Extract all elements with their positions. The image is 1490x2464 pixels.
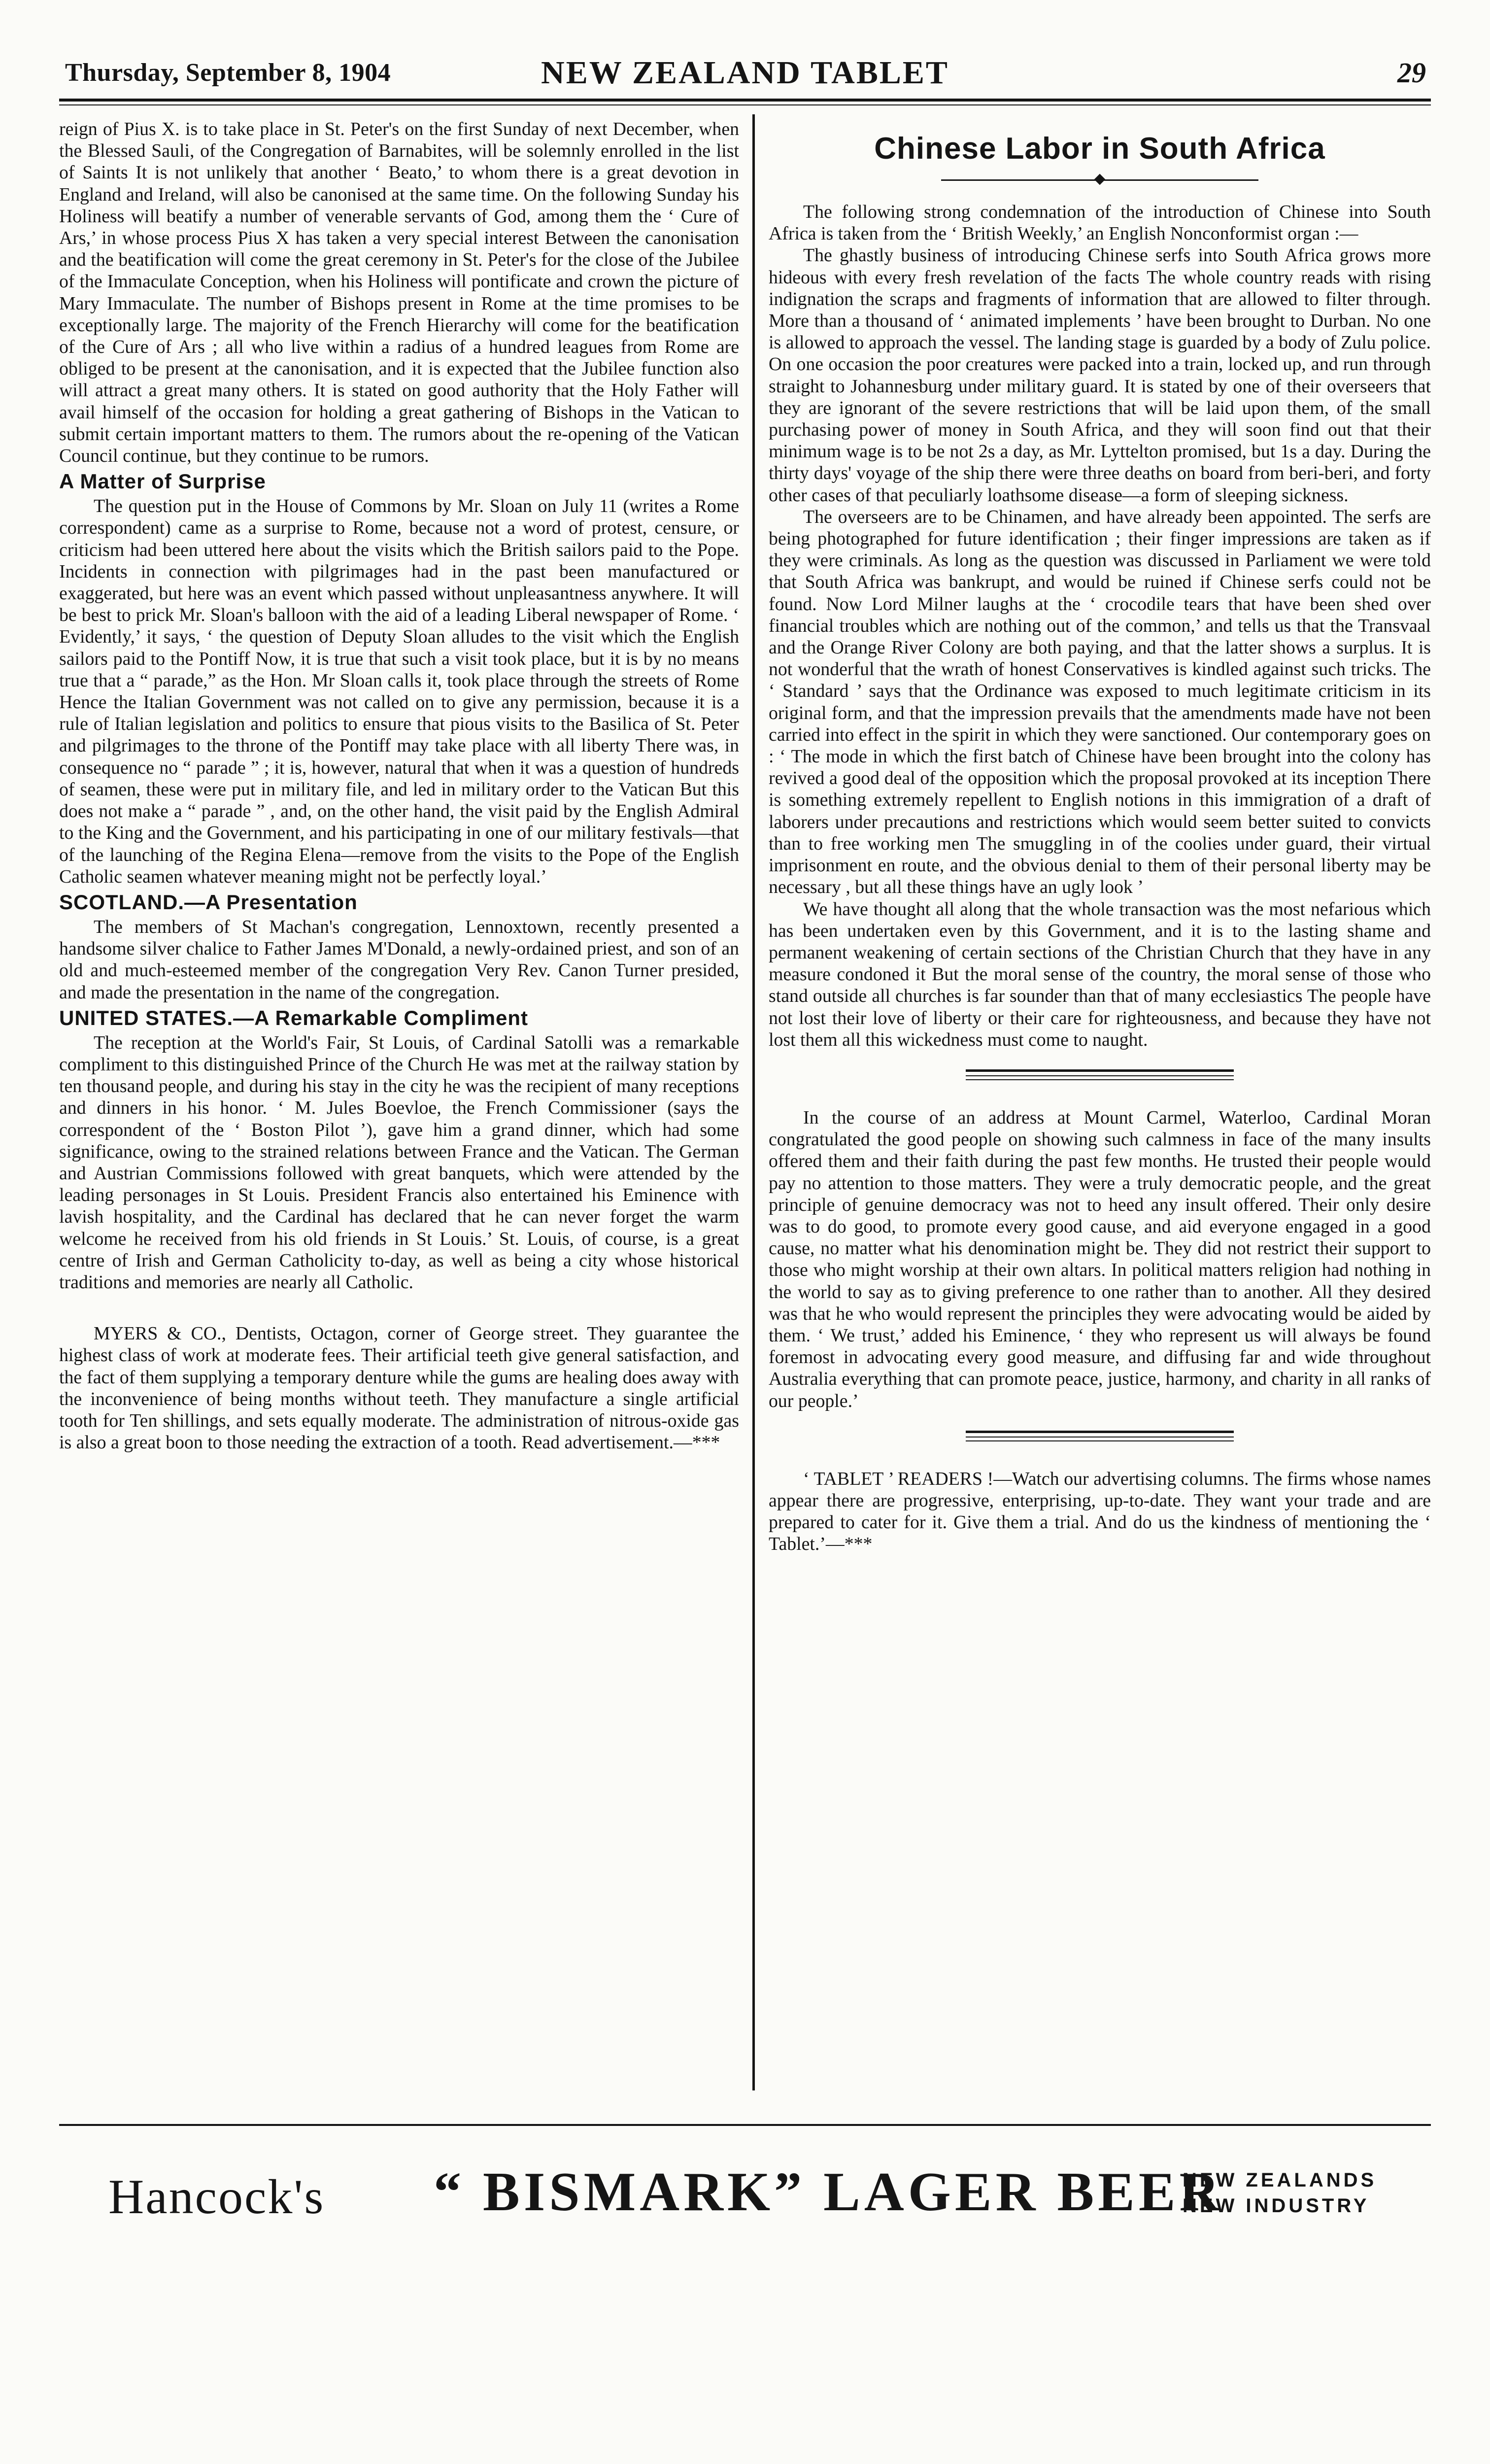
right-column [769, 118, 1431, 2089]
advert-tagline [1183, 2167, 1377, 2219]
advert-product: “ BISMARK” LAGER BEER [434, 2161, 1223, 2223]
column-divider [752, 114, 755, 2090]
footer-rule [59, 2124, 1431, 2126]
masthead [59, 53, 1431, 98]
article-title: Chinese Labor in South Africa [874, 132, 1325, 166]
section-text-matter-of-surprise: The question put in the House of Commons by Mr. Sloan on July 11 (writes a Rome correspondent) came as a surprise to Rome, because not a word of protest, censure, or criticism had been uttered here about the visits which the British sailors paid to the Pope. Incidents in connection with pilgrimages had in the past been manufactured or exaggerated, but here was an event which passed without unpleasantness anywhere. It will be best to prick Mr. Sloan's balloon with the aid of a leading Liberal newspaper of Rome. ‘ Evidently,’ it says, ‘ the question of Deputy Sloan alludes to the visit which the English sailors paid to the Pontiff Now, it is true that such a visit took place, but it is by no means true that a “ parade,” as the Hon. Mr Sloan calls it, took place through the streets of Rome Hence the Italian Government was not called on to give any permission, because it is a rule of Italian legislation and politics to ensure that pious visits to the Basilica of St. Peter and pilgrimages to the throne of the Pontiff may take place with all liberty There was, in consequence no “ parade ” ; it is, however, natural that when it was a question of hundreds of seamen, these were put in military file, and led in military order to the Vatican But this does not make a “ parade ” , and, on the other hand, the visit paid by the English Admiral to the King and the Government, and his participating in one of our military festivals—that of the launching of the Regina Elena—remove from the visits to the Pope of the English Catholic seamen whatever meaning might not be perfectly loyal.’ [59, 496, 739, 887]
pius-x-paragraph: reign of Pius X. is to take place in St. Peter's on the first Sunday of next December, when the Blessed Sauli, of the Congregation of Barnabites, will be solemnly enrolled in the list of Saints It is not unlikely that another ‘ Beato,’ to whom there is a great devotion in England and Ireland, will also be canonised at the same time. On the following Sunday his Holiness will beatify a number of venerable servants of God, among them the ‘ Cure of Ars,’ in whose process Pius X has taken a very special interest Between the canonisation and the beatification will come the great ceremony in St. Peter's for the close of the Jubilee of the Immaculate Conception, when his Holiness will pontificate and crown the picture of Mary Immaculate. The number of Bishops present in Rome at the time promises to be exceptionally large. The majority of the French Hierarchy will come for the beatification of the Cure of Ars ; all who live within a radius of a hundred leagues from Rome are obliged to be present at the canonisation, and it is expected that the Jubilee function also will attract a great many others. It is stated on good authority that the Holy Father will avail himself of the occasion for holding a great gathering of Bishops in the Vatican to submit certain important matters to them. The rumors about the re-opening of the Vatican Council continue, but they continue to be rumors. [59, 119, 739, 467]
diamond-icon [1094, 174, 1106, 185]
advert-tagline-line2: NEW INDUSTRY [1183, 2195, 1370, 2217]
section-separator-rule [769, 1069, 1431, 1080]
advert-maker: Hancock's [108, 2169, 325, 2224]
section-text-scotland: The members of St Machan's congregation, Lennoxtown, recently presented a handsome silver chalice to Father James M'Donald, a newly-ordained priest, and son of an old and much-esteemed member of the congregation Very Rev. Canon Turner presided, and made the presentation in the name of the congregation. [59, 916, 739, 1003]
left-column [59, 118, 739, 2089]
page-number: 29 [1397, 57, 1426, 89]
section-heading-matter-of-surprise: A Matter of Surprise [59, 470, 266, 493]
masthead-rule-thick [59, 99, 1431, 102]
column-gap [59, 1293, 739, 1323]
section-separator-rule [769, 1431, 1431, 1441]
newspaper-title: NEW ZEALAND TABLET [541, 55, 949, 91]
dentist-advert: MYERS & CO., Dentists, Octagon, corner of George street. They guarantee the highest class of work at moderate fees. Their artificial teeth give general satisfaction, and the fact of them supplying a temporary denture while the gums are healing does away with the inconvenience of being months without teeth. They manufacture a single artificial tooth for Ten shillings, and sets equally moderate. The administration of nitrous-oxide gas is also a great boon to those needing the extraction of a tooth. Read advertisement.—*** [59, 1323, 739, 1453]
title-ornament-rule [769, 171, 1431, 188]
section-text-united-states: The reception at the World's Fair, St Louis, of Cardinal Satolli was a remarkable compliment to this distinguished Prince of the Church He was met at the railway station by ten thousand people, and during his stay in the city he was the recipient of many receptions and dinners in his honor. ‘ M. Jules Boevloe, the French Commissioner (says the correspondent of the ‘ Boston Pilot ’), gave him a grand dinner, which had some significance, owing to the strained relations between France and the Vatican. The German and Austrian Commissions followed with great banquets, which were attended by the leading personages in St Louis. President Francis also entertained his Eminence with lavish hospitality, and the Cardinal has declared that he can never forget the warm welcome he received from his old friends in St Louis.’ St. Louis, of course, is a great centre of Irish and German Catholicity to-day, as well as being a city whose historical traditions and memories are nearly all Catholic. [59, 1032, 739, 1293]
advert-tagline-line1: NEW ZEALANDS [1183, 2169, 1377, 2191]
article-paragraph: The overseers are to be Chinamen, and have already been appointed. The serfs are being photographed for future identification ; their finger impressions are taken as if they were criminals. As long as the question was discussed in Parliament we were told that South Africa was bankrupt, and would be ruined if Chinese serfs could not be found. Now Lord Milner laughs at the ‘ crocodile tears that have been shed over financial troubles which are nothing out of the common,’ and tells us that the Transvaal and the Orange River Colony are both paying, and that the latter shows a surplus. It is not wonderful that the wrath of honest Conservatives is kindled against such tricks. The ‘ Standard ’ says that the Ordinance was exposed to much legitimate criticism in its original form, and that the impression prevails that the amendments made have not been carried into effect in the spirit in which they were sanctioned. Our contemporary goes on : ‘ The mode in which the first batch of Chinese have been brought into the colony has revived a good deal of the opposition which the proposal provoked at its inception There is something extremely repellent to English notions in this immigration of a draft of laborers under precautions and restrictions which would seem better suited to convicts than to free working men The smuggling in of the coolies under guard, their virtual imprisonment en route, and the obvious denial to them of their personal liberty may be necessary , but all these things have an ugly look ’ [769, 506, 1431, 898]
article-paragraph: The ghastly business of introducing Chinese serfs into South Africa grows more hideous with every fresh revelation of the facts The whole country reads with rising indignation the scraps and fragments of information that are allowed to filter through. More than a thousand of ‘ animated implements ’ have been brought to Durban. No one is allowed to approach the vessel. The landing stage is guarded by a body of Zulu police. On one occasion the poor creatures were packed into a train, locked up, and run through straight to Johannesburg under military guard. It is stated by one of their overseers that they are ignorant of the severe restrictions that will be laid upon them, of the small purchasing power of money in South Africa, and they will soon find out that their minimum wage is to be not 2s a day, as Mr. Lyttelton promised, but 1s a day. During the thirty days' voyage of the ship there were three deaths on board from beri-beri, and forty other cases of that peculiarly loathsome disease—a form of sleeping sickness. [769, 245, 1431, 506]
section-heading-united-states: UNITED STATES.—A Remarkable Compliment [59, 1006, 529, 1029]
article-paragraph: The following strong condemnation of the introduction of Chinese into South Africa is taken from the ‘ British Weekly,’ an English Nonconformist organ :— [769, 202, 1431, 244]
tablet-readers-notice: ‘ TABLET ’ READERS !—Watch our advertising columns. The firms whose names appear there are progressive, enterprising, up-to-date. They want your trade and are prepared to cater for it. Give them a trial. And do us the kindness of mentioning the ‘ Tablet.’—*** [769, 1468, 1431, 1555]
masthead-rule-thin [59, 104, 1431, 105]
issue-date: Thursday, September 8, 1904 [65, 59, 391, 87]
section-heading-scotland: SCOTLAND.—A Presentation [59, 890, 358, 914]
article-paragraph: We have thought all along that the whole transaction was the most nefarious which has been undertaken even by this Government, and it is to the lasting shame and permanent weakening of certain sections of the Christian Church that they have in any measure condoned it But the moral sense of the country, the moral sense of those who stand outside all churches is far sounder than that of many ecclesiastics The people have not lost their love of liberty or their care for righteousness, and because they have not lost them all this wickedness must come to naught. [769, 898, 1431, 1050]
mount-carmel-paragraph: In the course of an address at Mount Carmel, Waterloo, Cardinal Moran congratulated the good people on showing such calmness in face of the many insults offered them and their faith during the past few months. He trusted their people would pay no attention to those matters. They were a truly democratic people, and the great principle of genuine democracy was not to heed any insult offered. Their only desire was to do good, to promote every good cause, and aid everyone engaged in a good cause, no matter what his denomination might be. They did not restrict their support to those who might worship at their own altars. In political matters religion had nothing in the world to say as to giving preference to one rather than to another. All they desired was that he who would represent the principles they were advocating would be aided by them. ‘ We trust,’ added his Eminence, ‘ they who represent us will always be found foremost in advocating every good measure, and diffusing far and wide throughout Australia everything that can promote peace, justice, harmony, and charity in all ranks of our people.’ [769, 1107, 1431, 1411]
bismark-beer-advert [59, 2149, 1431, 2242]
